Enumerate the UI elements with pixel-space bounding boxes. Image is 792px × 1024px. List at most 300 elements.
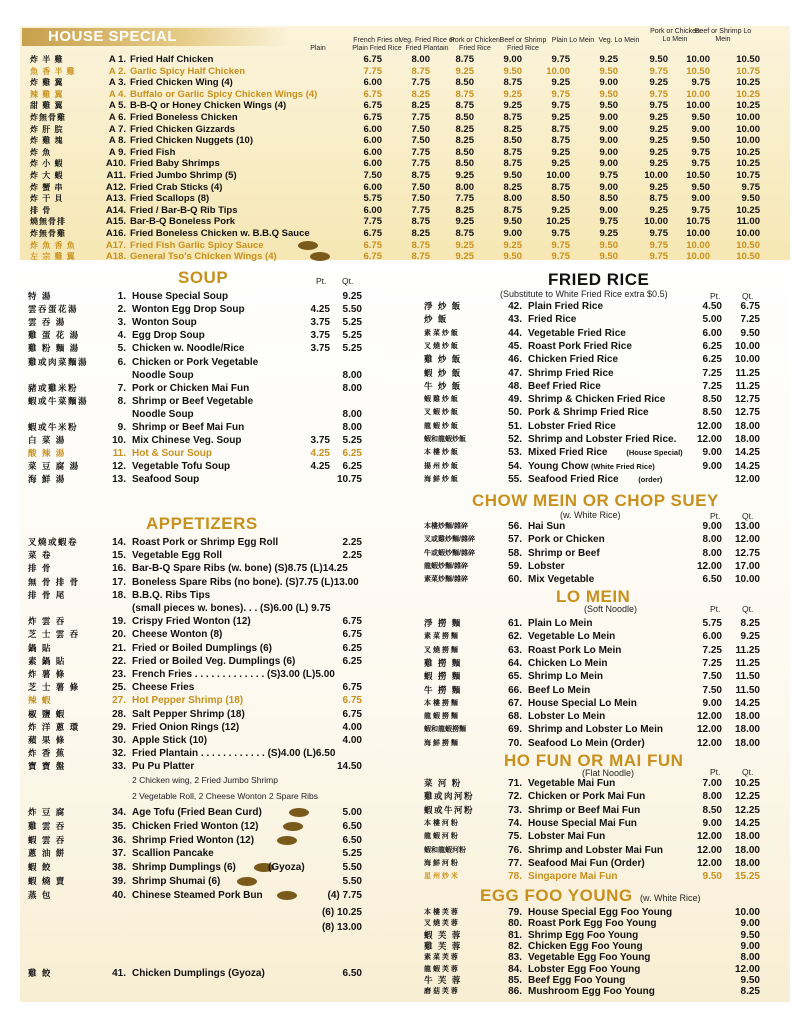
price-quart: 14.25 bbox=[734, 447, 760, 459]
egg_foo_young-subtitle: (w. White Rice) bbox=[640, 893, 701, 903]
menu-row bbox=[28, 655, 362, 668]
chinese-name: 牛 芙 蓉 bbox=[424, 974, 462, 985]
price: 6.25 bbox=[342, 642, 362, 654]
item-number: 1. bbox=[117, 291, 126, 302]
price: 9.25 bbox=[455, 65, 474, 77]
lo_mein-pt-header: Pt. bbox=[710, 604, 721, 614]
item-number: 67. bbox=[508, 697, 522, 709]
menu-row bbox=[424, 380, 764, 393]
price: 8.75 bbox=[503, 158, 522, 170]
price-quart: 18.00 bbox=[734, 857, 760, 869]
item-code: A 2. bbox=[108, 65, 126, 77]
chinese-name: 雞或肉菜麵湯 bbox=[28, 356, 89, 367]
price: 8.75 bbox=[411, 216, 430, 228]
price: 10.00 bbox=[736, 135, 760, 147]
chinese-name: 菜 卷 bbox=[28, 550, 52, 561]
price: 7.50 bbox=[411, 123, 430, 135]
menu-row bbox=[424, 433, 764, 446]
menu-row bbox=[424, 644, 764, 657]
price: 6.00 bbox=[363, 158, 382, 170]
price: 6.00 bbox=[363, 204, 382, 216]
price-pint: 7.25 bbox=[702, 380, 722, 392]
item-number: 65. bbox=[508, 671, 522, 683]
chinese-name: 雞 撈 麵 bbox=[424, 657, 462, 668]
item-name: Fried Chicken Nuggets (10) bbox=[130, 135, 253, 147]
item-number: 22. bbox=[112, 655, 126, 667]
item-name: Egg Drop Soup bbox=[132, 330, 205, 342]
item-number: 64. bbox=[508, 657, 522, 669]
price-pint: 8.00 bbox=[702, 534, 722, 546]
price: 8.75 bbox=[455, 88, 474, 100]
price-pint: 7.25 bbox=[702, 644, 722, 656]
price-quart: 5.25 bbox=[342, 343, 362, 355]
menu-row bbox=[424, 723, 764, 736]
new-badge-icon bbox=[310, 252, 330, 261]
price: 8.75 bbox=[455, 228, 474, 239]
item-number: 60. bbox=[508, 574, 522, 586]
item-name: Pork or Chicken bbox=[528, 534, 605, 546]
item-name: Chicken or Pork Mai Fun bbox=[528, 791, 646, 803]
menu-row bbox=[28, 889, 362, 902]
price-quart: 12.75 bbox=[734, 407, 760, 419]
price: 5.00 bbox=[342, 807, 362, 818]
item-name: Fried Chicken Gizzards bbox=[130, 123, 236, 135]
item-name: Vegetable Mai Fun bbox=[528, 778, 616, 789]
item-name: Chicken w. Noodle/Rice bbox=[132, 343, 245, 355]
item-number: 36. bbox=[112, 834, 126, 846]
chinese-name: 雞 蛋 花 湯 bbox=[28, 330, 80, 341]
item-number: 86. bbox=[508, 986, 522, 998]
price: 9.00 bbox=[503, 54, 522, 65]
price: 9.00 bbox=[599, 123, 618, 135]
price-pint: 6.50 bbox=[702, 574, 722, 586]
chinese-name: 特 湯 bbox=[28, 291, 52, 301]
price: 2.25 bbox=[342, 537, 362, 548]
price: 9.25 bbox=[551, 77, 570, 89]
item-number: 81. bbox=[508, 929, 522, 941]
chinese-name: 酸 辣 湯 bbox=[28, 448, 66, 459]
price-quart: 10.00 bbox=[734, 354, 760, 366]
chinese-name: 炸無骨雞 bbox=[30, 113, 66, 122]
price: 8.00 bbox=[411, 54, 430, 65]
menu-row bbox=[28, 602, 362, 615]
item-number: 5. bbox=[117, 343, 126, 355]
menu-row bbox=[424, 804, 764, 817]
soup-qt-header: Qt. bbox=[342, 276, 354, 286]
menu-row bbox=[424, 617, 764, 630]
item-number: 83. bbox=[508, 952, 522, 964]
item-number: 38. bbox=[112, 862, 126, 874]
house-special-row bbox=[22, 170, 760, 182]
menu-row bbox=[424, 684, 764, 697]
item-name: Shrimp or Beef bbox=[528, 547, 600, 559]
price-quart: 11.25 bbox=[735, 367, 760, 379]
price: 8.75 bbox=[411, 239, 430, 251]
menu-row bbox=[28, 290, 362, 303]
price: 9.25 bbox=[455, 239, 474, 251]
column-header: Veg. Fried Rice or Fried Plantain bbox=[398, 37, 456, 52]
price-pint: 12.00 bbox=[696, 737, 722, 749]
item-name: Hot & Sour Soup bbox=[132, 448, 212, 460]
price: 9.25 bbox=[649, 112, 668, 123]
item-name: Fried Onion Rings (12) bbox=[132, 721, 240, 733]
price-quart: 11.25 bbox=[735, 644, 760, 656]
menu-row bbox=[28, 356, 362, 369]
soup-title: SOUP bbox=[178, 268, 229, 287]
price: 6.75 bbox=[363, 239, 382, 251]
item-name: Seafood Soup bbox=[132, 474, 200, 486]
price: 9.75 bbox=[649, 88, 668, 100]
price-pint: 12.00 bbox=[696, 724, 722, 736]
chinese-name: 素菜炒麵/雜碎 bbox=[424, 576, 468, 584]
price: 8.50 bbox=[503, 135, 522, 147]
chinese-name: 本 樓 芙 蓉 bbox=[424, 909, 458, 916]
chinese-name: 炸 魚 bbox=[30, 147, 52, 157]
chinese-name: 蝦 雲 吞 bbox=[28, 834, 66, 845]
chinese-name: 本 樓 炒 飯 bbox=[424, 449, 458, 457]
price: 8.25 bbox=[740, 986, 760, 998]
price-pint: 4.25 bbox=[310, 461, 330, 473]
chinese-name: 無 骨 排 骨 bbox=[28, 576, 80, 587]
menu-row bbox=[28, 549, 362, 562]
chinese-name: 素 菜 芙 蓉 bbox=[424, 954, 458, 962]
item-number: 80. bbox=[508, 918, 522, 930]
item-code: A 6. bbox=[108, 112, 126, 123]
chinese-name: 炸 薯 條 bbox=[28, 669, 66, 679]
chinese-name: 雲 吞 湯 bbox=[28, 317, 66, 328]
price: 10.50 bbox=[736, 251, 760, 263]
item-name: Beef Lo Mein bbox=[528, 684, 591, 696]
price: 9.50 bbox=[503, 65, 522, 77]
price-quart: 8.25 bbox=[740, 618, 760, 629]
item-number: 21. bbox=[112, 642, 126, 654]
chinese-name: 炸 干 貝 bbox=[30, 194, 64, 204]
price-pint: 9.00 bbox=[702, 817, 722, 829]
price: 6.75 bbox=[363, 100, 382, 112]
chinese-name: 龍 蝦 撈 麵 bbox=[424, 713, 458, 721]
menu-row bbox=[28, 642, 362, 655]
item-number: 2. bbox=[117, 304, 126, 316]
price: 9.75 bbox=[599, 216, 618, 228]
price: 8.50 bbox=[455, 112, 474, 123]
price-quart: 8.00 bbox=[342, 408, 362, 420]
item-name: General Tso's Chicken Wings (4) bbox=[130, 251, 277, 263]
ho_fun-subtitle: (Flat Noodle) bbox=[582, 768, 635, 778]
item-name: Seafood Fried Rice bbox=[528, 473, 619, 485]
price: (4) 7.75 bbox=[327, 889, 362, 901]
egg_foo_young-title: EGG FOO YOUNG bbox=[480, 886, 633, 905]
item-number: 54. bbox=[508, 460, 522, 472]
price: 5.75 bbox=[363, 193, 382, 205]
price: 9.25 bbox=[649, 123, 668, 135]
chinese-name: 龍 蝦 炒 飯 bbox=[424, 422, 458, 430]
item-note: (White Fried Rice) bbox=[591, 461, 655, 471]
price: 2.25 bbox=[342, 550, 362, 562]
price: 7.50 bbox=[411, 181, 430, 193]
item-number: 47. bbox=[508, 367, 522, 379]
price: 9.50 bbox=[599, 88, 618, 100]
item-name: Beef Egg Foo Young bbox=[528, 974, 626, 986]
price: 9.50 bbox=[599, 65, 618, 77]
price: 9.75 bbox=[599, 170, 618, 181]
price: 9.00 bbox=[599, 146, 618, 158]
menu-row bbox=[28, 408, 362, 421]
chinese-name: 叉 蝦 炒 飯 bbox=[424, 409, 458, 417]
menu-row bbox=[424, 327, 764, 340]
house-special-row bbox=[22, 240, 760, 252]
item-name: Chicken Egg Foo Young bbox=[528, 940, 643, 952]
price: 8.50 bbox=[455, 146, 474, 158]
house-special-row bbox=[22, 251, 760, 263]
item-code: A17. bbox=[105, 239, 126, 251]
price: 8.75 bbox=[503, 146, 522, 158]
item-name: Shrimp or Beef Vegetable bbox=[132, 395, 254, 407]
chow_mein-pt-header: Pt. bbox=[710, 511, 721, 521]
price: 10.50 bbox=[686, 170, 710, 181]
menu-row bbox=[28, 615, 362, 628]
price: 8.25 bbox=[503, 181, 522, 193]
price: 5.50 bbox=[342, 862, 362, 874]
item-number: 4. bbox=[117, 330, 126, 342]
price-quart: 10.00 bbox=[734, 340, 760, 352]
item-name: Fried Half Chicken bbox=[130, 54, 214, 65]
price-quart: 9.25 bbox=[740, 631, 760, 643]
menu-row bbox=[28, 847, 362, 860]
price-pint: 9.00 bbox=[702, 460, 722, 472]
price: 9.00 bbox=[740, 940, 760, 952]
price-quart: 12.75 bbox=[734, 547, 760, 559]
price-quart: 5.25 bbox=[342, 435, 362, 447]
price: 9.00 bbox=[599, 181, 618, 193]
chinese-name: 蝦或牛河粉 bbox=[424, 804, 475, 815]
column-header: Plain Lo Mein bbox=[551, 37, 595, 44]
menu-row bbox=[424, 817, 764, 830]
item-code: A 1. bbox=[108, 54, 126, 65]
price: 10.75 bbox=[736, 170, 760, 181]
price: 7.75 bbox=[411, 204, 430, 216]
item-name: Crispy Fried Wonton (12) bbox=[132, 616, 251, 628]
item-name: Mushroom Egg Foo Young bbox=[528, 986, 655, 998]
menu-row bbox=[424, 670, 764, 683]
item-number: 61. bbox=[508, 618, 522, 629]
platter-note: 2 Chicken wing, 2 Fried Jumbo Shrimp bbox=[132, 775, 278, 785]
item-name: Fried Boneless Chicken w. B.B.Q Sauce bbox=[130, 228, 310, 239]
item-name: Fried Fish Garlic Spicy Sauce bbox=[130, 239, 264, 251]
price-quart: 8.00 bbox=[342, 369, 362, 381]
item-name: Fried Chicken Wing (4) bbox=[130, 77, 233, 89]
item-name: Lobster Fried Rice bbox=[528, 420, 616, 432]
item-number: 58. bbox=[508, 547, 522, 559]
item-note: (order) bbox=[638, 474, 663, 484]
chinese-name: 蝦或牛米粉 bbox=[28, 422, 79, 432]
menu-row bbox=[424, 300, 764, 313]
item-name: Singapore Mai Fun bbox=[528, 871, 618, 883]
price: 9.75 bbox=[649, 239, 668, 251]
price: 10.00 bbox=[644, 216, 668, 228]
item-name: Wonton Egg Drop Soup bbox=[132, 304, 245, 316]
chinese-name: 素 菜 撈 麵 bbox=[424, 633, 458, 641]
chinese-name: 雞或肉河粉 bbox=[424, 791, 475, 802]
price: 7.75 bbox=[411, 158, 430, 170]
chinese-name: 叉 燒 芙 蓉 bbox=[424, 920, 458, 928]
menu-row bbox=[424, 313, 764, 326]
price-quart: 18.00 bbox=[734, 420, 760, 432]
chinese-name: 蝦 燒 賣 bbox=[28, 876, 66, 886]
menu-row bbox=[28, 694, 362, 707]
price: 10.75 bbox=[736, 65, 760, 77]
price-quart: 10.00 bbox=[734, 574, 760, 586]
price-quart: 12.25 bbox=[734, 791, 760, 803]
price: 10.50 bbox=[736, 54, 760, 65]
price: 8.75 bbox=[455, 54, 474, 65]
item-name: Plain Fried Rice bbox=[528, 301, 604, 312]
price: 9.25 bbox=[503, 88, 522, 100]
price: 7.50 bbox=[363, 170, 382, 181]
chinese-name: 寶 寶 盤 bbox=[28, 761, 66, 772]
price: 9.75 bbox=[691, 204, 710, 216]
price: 10.25 bbox=[736, 77, 760, 89]
price: 9.50 bbox=[740, 929, 760, 941]
price: 6.75 bbox=[342, 616, 362, 628]
chinese-name: 排 骨 bbox=[28, 563, 52, 574]
price: 9.25 bbox=[455, 251, 474, 263]
price-quart: 15.25 bbox=[734, 871, 760, 883]
item-number: 7. bbox=[117, 382, 126, 394]
new-badge-icon bbox=[277, 836, 297, 845]
item-number: 27. bbox=[112, 695, 126, 707]
price-quart: 18.00 bbox=[734, 724, 760, 736]
item-number: 78. bbox=[508, 871, 522, 883]
item-name: Lobster bbox=[528, 560, 565, 572]
menu-row bbox=[28, 967, 362, 980]
menu-row bbox=[424, 520, 764, 533]
menu-row bbox=[28, 576, 362, 589]
chinese-name: 蒸 包 bbox=[28, 889, 52, 900]
menu-row bbox=[28, 760, 362, 773]
price-pint: 3.75 bbox=[310, 435, 330, 447]
item-name: B-B-Q or Honey Chicken Wings (4) bbox=[130, 100, 287, 112]
menu-row bbox=[424, 393, 764, 406]
price: 6.00 bbox=[363, 181, 382, 193]
menu-row bbox=[28, 473, 362, 486]
column-header: Beef or Shrimp Lo Mein bbox=[694, 28, 752, 43]
price: 9.00 bbox=[691, 123, 710, 135]
item-number: 82. bbox=[508, 940, 522, 952]
chinese-name: 叉 燒 撈 麵 bbox=[424, 646, 458, 654]
menu-row bbox=[28, 421, 362, 434]
price: 9.75 bbox=[551, 228, 570, 239]
item-number: 19. bbox=[112, 616, 126, 628]
price: 9.75 bbox=[649, 65, 668, 77]
chinese-name: 辣 雞 翼 bbox=[30, 89, 64, 99]
item-number: 30. bbox=[112, 735, 126, 746]
chinese-name: 蝦 芙 蓉 bbox=[424, 929, 462, 940]
item-name: Lobster Mai Fun bbox=[528, 831, 606, 843]
price: 9.25 bbox=[649, 135, 668, 147]
column-header: Pork or Chicken Lo Mein bbox=[650, 28, 700, 43]
item-name: Fried Boneless Chicken bbox=[130, 112, 238, 123]
item-name: Scallion Pancake bbox=[132, 848, 214, 860]
item-number: 73. bbox=[508, 804, 522, 816]
item-name: Fried / Bar-B-Q Rib Tips bbox=[130, 204, 238, 216]
item-name: Roast Pork Lo Mein bbox=[528, 644, 622, 656]
item-name: (small pieces w. bones). . . (S)6.00 (L) 9.75 bbox=[132, 603, 331, 614]
price: 10.00 bbox=[686, 88, 710, 100]
house-special-row bbox=[22, 158, 760, 170]
lo_mein-subtitle: (Soft Noodle) bbox=[584, 604, 638, 614]
price-quart: 11.25 bbox=[735, 380, 760, 392]
item-name: Roast Pork or Shrimp Egg Roll bbox=[132, 537, 279, 548]
item-number: 57. bbox=[508, 534, 522, 546]
price: 8.00 bbox=[503, 193, 522, 205]
price: 9.75 bbox=[551, 251, 570, 263]
item-number: 20. bbox=[112, 629, 126, 641]
price: 9.50 bbox=[741, 193, 760, 205]
price-quart: 14.25 bbox=[734, 460, 760, 472]
item-number: 59. bbox=[508, 560, 522, 572]
item-name: Vegetable Egg Foo Young bbox=[528, 952, 651, 964]
house-special-row bbox=[22, 112, 760, 124]
price: 10.50 bbox=[736, 239, 760, 251]
price: 9.50 bbox=[740, 974, 760, 986]
menu-row bbox=[424, 533, 764, 546]
price-quart: 18.00 bbox=[734, 711, 760, 723]
item-number: 72. bbox=[508, 791, 522, 803]
bun-price: (8) 13.00 bbox=[321, 922, 362, 933]
chinese-name: 本 樓 河 粉 bbox=[424, 819, 458, 827]
chinese-name: 蝦和龍蝦撈麵 bbox=[424, 726, 466, 734]
lo_mein-qt-header: Qt. bbox=[742, 604, 754, 614]
chinese-name: 蝦 餃 bbox=[28, 862, 52, 873]
menu-row bbox=[28, 681, 362, 694]
price: 11.00 bbox=[736, 216, 760, 228]
item-number: 52. bbox=[508, 434, 522, 445]
price-quart: 18.00 bbox=[734, 831, 760, 843]
item-number: 39. bbox=[112, 876, 126, 887]
price: 8.50 bbox=[551, 193, 570, 205]
item-number: 34. bbox=[112, 807, 126, 818]
new-badge-icon bbox=[283, 822, 303, 831]
price: 9.75 bbox=[691, 146, 710, 158]
item-name: Bar-B-Q Boneless Pork bbox=[130, 216, 236, 228]
price: 10.25 bbox=[736, 88, 760, 100]
price-pint: 3.75 bbox=[310, 330, 330, 342]
price: 8.75 bbox=[411, 251, 430, 263]
price-pint: 12.00 bbox=[696, 560, 722, 572]
price-quart: 10.25 bbox=[734, 778, 760, 789]
item-name: House Special Lo Mein bbox=[528, 697, 637, 709]
extra-note: (Gyoza) bbox=[268, 862, 305, 874]
menu-row bbox=[424, 420, 764, 433]
menu-row bbox=[28, 834, 362, 847]
item-code: A11. bbox=[106, 170, 126, 181]
menu-row bbox=[28, 342, 362, 355]
chinese-name: 本樓炒麵/雜碎 bbox=[424, 523, 468, 530]
chinese-name: 蝦 撈 麵 bbox=[424, 671, 462, 682]
price: 10.00 bbox=[736, 112, 760, 123]
item-name: Pork or Chicken Mai Fun bbox=[132, 382, 250, 394]
chinese-name: 排 骨 bbox=[30, 205, 52, 215]
item-name: Mix Chinese Veg. Soup bbox=[132, 435, 242, 447]
house-special-banner bbox=[22, 28, 292, 46]
menu-row bbox=[424, 367, 764, 380]
menu-row bbox=[424, 473, 764, 486]
item-code: A 9. bbox=[108, 146, 126, 158]
menu-row bbox=[424, 857, 764, 870]
house-special-row bbox=[22, 124, 760, 136]
price: 9.75 bbox=[649, 100, 668, 112]
item-number: 66. bbox=[508, 684, 522, 696]
